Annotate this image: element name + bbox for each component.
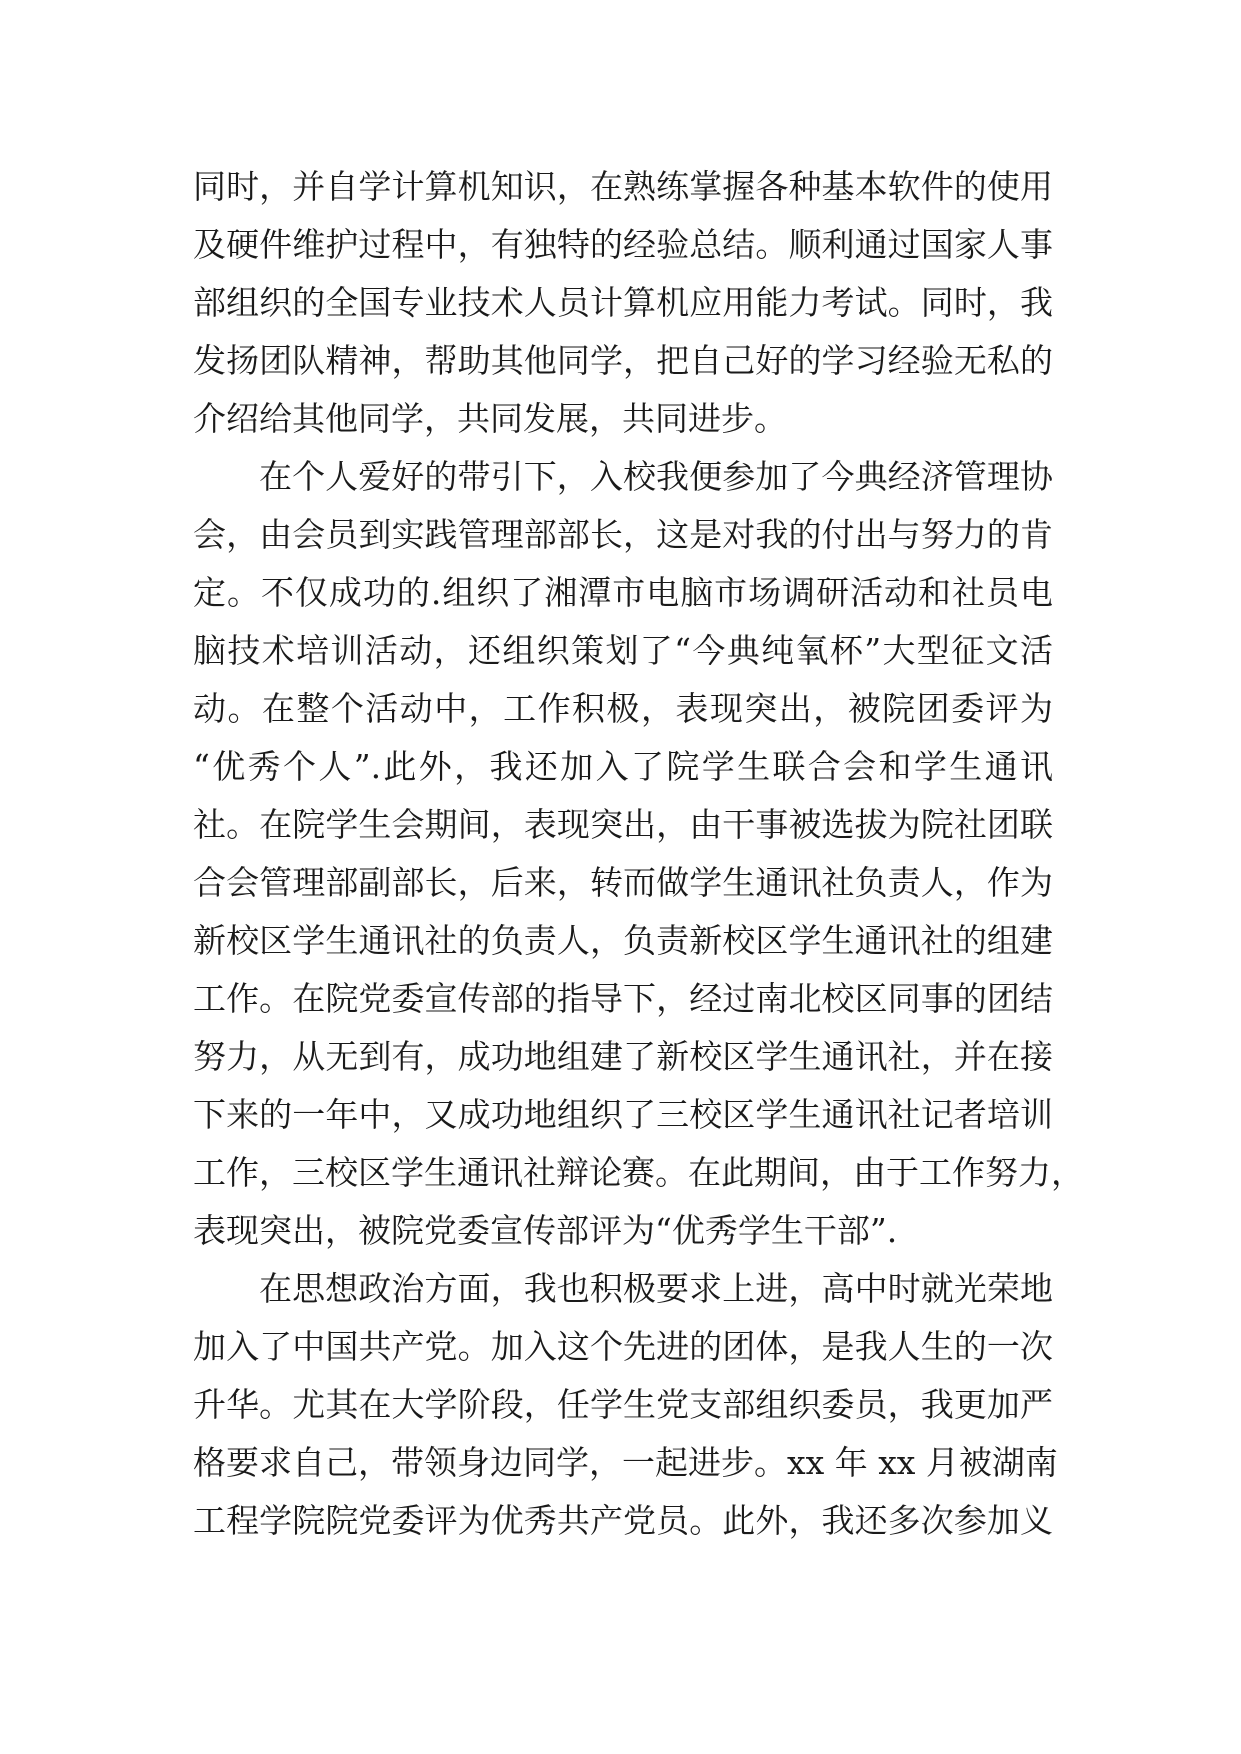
paragraph-2-line: “优秀个人”.此外，我还加入了院学生联合会和学生通讯 bbox=[193, 747, 1053, 786]
paragraph-3-line: 在思想政治方面，我也积极要求上进，高中时就光荣地 bbox=[259, 1269, 1053, 1308]
paragraph-3-line: 升华。尤其在大学阶段，任学生党支部组织委员，我更加严 bbox=[193, 1385, 1053, 1424]
paragraph-2-line: 新校区学生通讯社的负责人，负责新校区学生通讯社的组建 bbox=[193, 921, 1053, 960]
paragraph-2-line: 脑技术培训活动，还组织策划了“今典纯氧杯”大型征文活 bbox=[193, 631, 1053, 670]
paragraph-1-line: 及硬件维护过程中，有独特的经验总结。顺利通过国家人事 bbox=[193, 225, 1053, 264]
paragraph-1-line: 介绍给其他同学，共同发展，共同进步。 bbox=[193, 399, 787, 438]
paragraph-3-line: 工程学院院党委评为优秀共产党员。此外，我还多次参加义 bbox=[193, 1501, 1053, 1540]
paragraph-2-line: 工作，三校区学生通讯社辩论赛。在此期间，由于工作努力， bbox=[193, 1153, 1084, 1192]
paragraph-2-line: 合会管理部副部长，后来，转而做学生通讯社负责人，作为 bbox=[193, 863, 1053, 902]
paragraph-3-line: 加入了中国共产党。加入这个先进的团体，是我人生的一次 bbox=[193, 1327, 1053, 1366]
paragraph-1-line: 同时，并自学计算机知识，在熟练掌握各种基本软件的使用 bbox=[193, 167, 1053, 206]
document-body bbox=[193, 158, 1084, 1550]
paragraph-2-line: 在个人爱好的带引下，入校我便参加了今典经济管理协 bbox=[259, 457, 1053, 496]
paragraph-2-line: 动。在整个活动中，工作积极，表现突出，被院团委评为 bbox=[193, 689, 1053, 728]
paragraph-2-line: 努力，从无到有，成功地组建了新校区学生通讯社，并在接 bbox=[193, 1037, 1053, 1076]
paragraph-1-line: 发扬团队精神，帮助其他同学，把自己好的学习经验无私的 bbox=[193, 341, 1053, 380]
paragraph-2-line: 下来的一年中，又成功地组织了三校区学生通讯社记者培训 bbox=[193, 1095, 1053, 1134]
paragraph-2-line: 工作。在院党委宣传部的指导下，经过南北校区同事的团结 bbox=[193, 979, 1053, 1018]
paragraph-2-line: 会，由会员到实践管理部部长，这是对我的付出与努力的肯 bbox=[193, 515, 1053, 554]
paragraph-3-line: 格要求自己，带领身边同学，一起进步。xx 年 xx 月被湖南 bbox=[193, 1443, 1058, 1482]
paragraph-2-line: 定。不仅成功的.组织了湘潭市电脑市场调研活动和社员电 bbox=[193, 573, 1053, 612]
paragraph-1-line: 部组织的全国专业技术人员计算机应用能力考试。同时，我 bbox=[193, 283, 1053, 322]
paragraph-2-line: 表现突出，被院党委宣传部评为“优秀学生干部”. bbox=[193, 1211, 898, 1250]
paragraph-2-line: 社。在院学生会期间，表现突出，由干事被选拔为院社团联 bbox=[193, 805, 1053, 844]
